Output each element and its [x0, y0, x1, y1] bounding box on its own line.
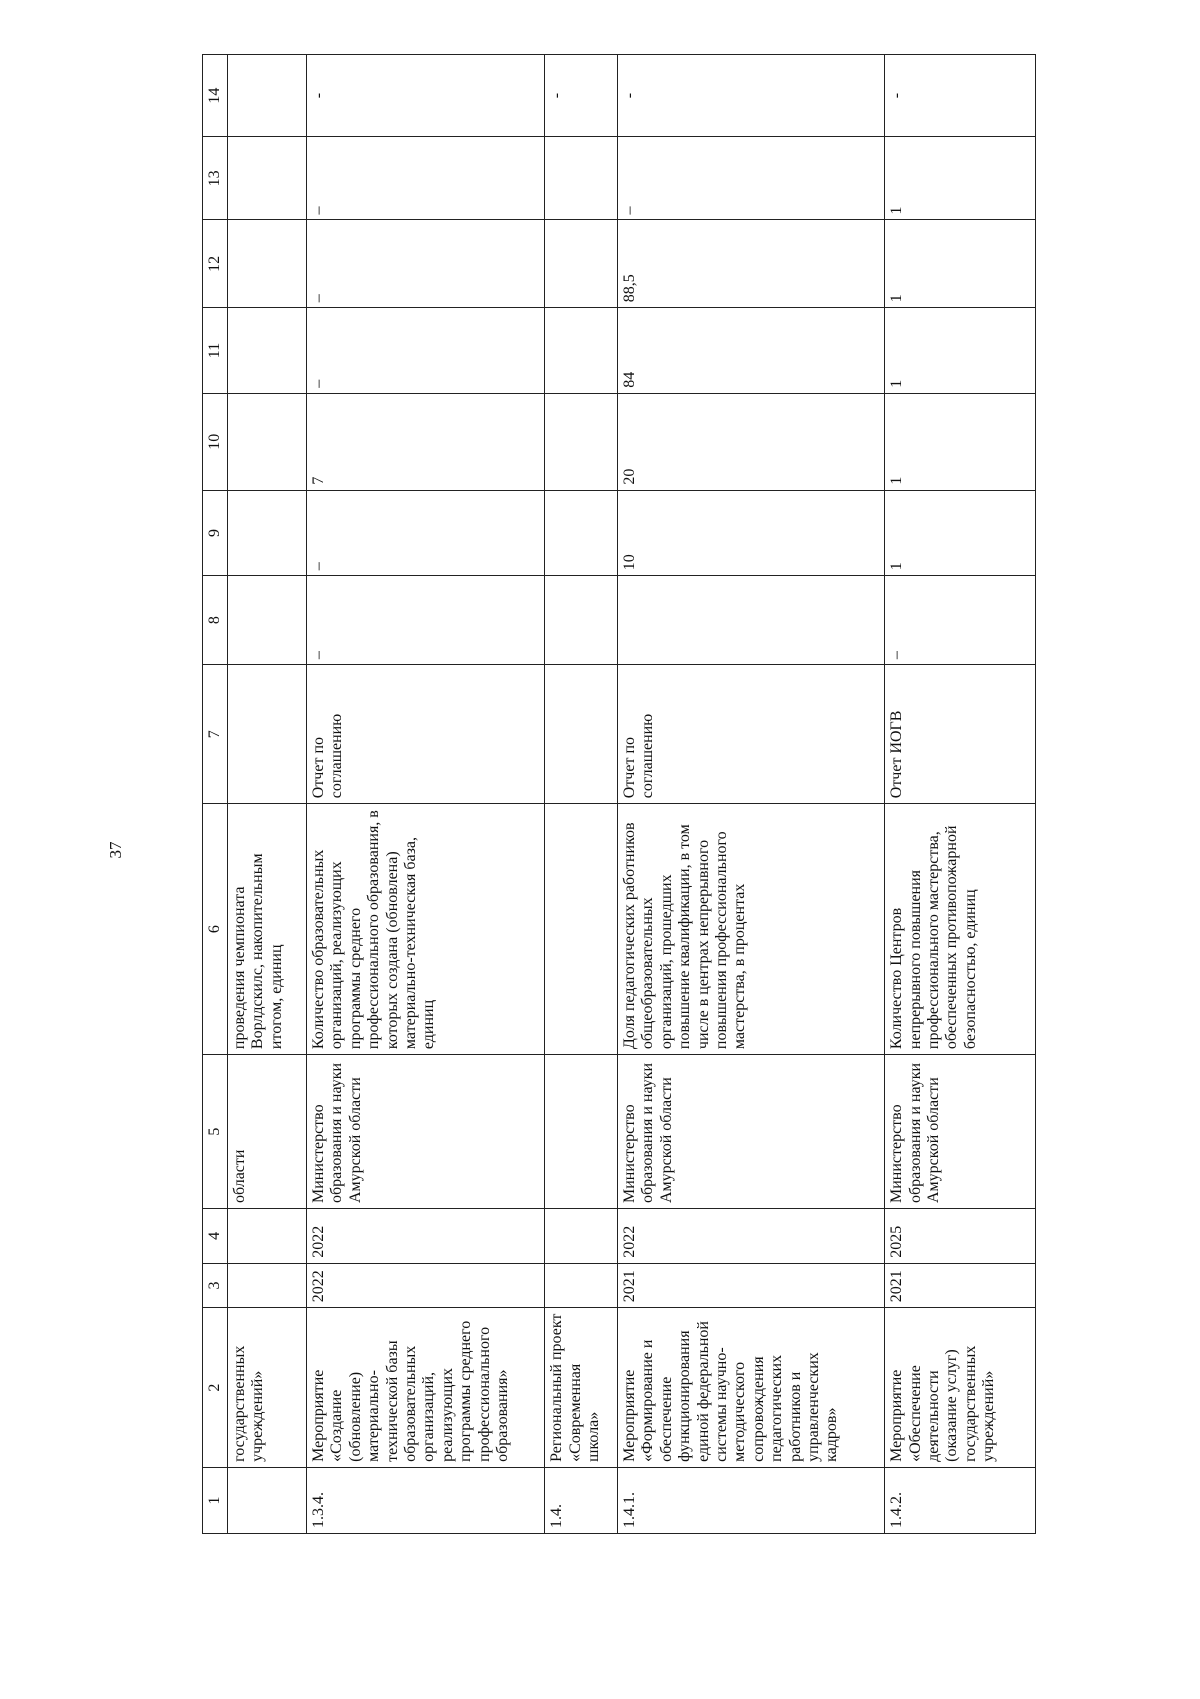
cell-event: Мероприятие «Обеспечение деятельности (оказание услуг) государственных учреждений»	[885, 1308, 1036, 1468]
table-row	[228, 55, 307, 1534]
column-header: 1	[203, 1467, 228, 1533]
cell-value	[228, 220, 307, 308]
cell-number: 1.4.	[545, 1467, 618, 1533]
cell-start-year: 2021	[618, 1263, 885, 1307]
cell-indicator: проведения чемпионата Ворлдскилс, накопительным итогом, единиц	[228, 804, 307, 1055]
column-header: 3	[203, 1263, 228, 1307]
cell-value	[228, 393, 307, 490]
cell-value	[618, 576, 885, 665]
rotated-table-container	[202, 54, 1036, 1534]
column-header: 12	[203, 220, 228, 308]
cell-value	[228, 55, 307, 137]
column-header: 4	[203, 1209, 228, 1264]
cell-end-year: 2025	[885, 1209, 1036, 1264]
cell-value	[545, 137, 618, 220]
column-header: 5	[203, 1055, 228, 1209]
cell-value: 1	[885, 220, 1036, 308]
column-header: 13	[203, 137, 228, 220]
cell-value: 7	[307, 393, 545, 490]
cell-value: 1	[885, 490, 1036, 576]
cell-value: -	[545, 55, 618, 137]
cell-value: –	[885, 576, 1036, 665]
cell-value: –	[307, 308, 545, 394]
cell-source	[545, 665, 618, 804]
cell-value: 20	[618, 393, 885, 490]
page-number: 37	[106, 841, 125, 859]
cell-value: 88,5	[618, 220, 885, 308]
cell-value: –	[307, 490, 545, 576]
cell-number: 1.3.4.	[307, 1467, 545, 1533]
cell-value: 84	[618, 308, 885, 394]
cell-indicator: Количество Центров непрерывного повышения профессионального мастерства, обеспеченных противопожарной безопасностью, единиц	[885, 804, 1036, 1055]
cell-value: 1	[885, 308, 1036, 394]
cell-number: 1.4.2.	[885, 1467, 1036, 1533]
data-table	[202, 54, 1036, 1534]
cell-value	[228, 137, 307, 220]
cell-value	[545, 490, 618, 576]
cell-event: государственных учреждений»	[228, 1308, 307, 1468]
column-header: 6	[203, 804, 228, 1055]
table-row	[885, 55, 1036, 1534]
column-header: 11	[203, 308, 228, 394]
table-row	[307, 55, 545, 1534]
cell-end-year: 2022	[307, 1209, 545, 1264]
cell-value: –	[618, 137, 885, 220]
cell-indicator: Доля педагогических работников общеобразовательных организаций, прошедших повышение квалификации, в том числе в центрах непрерывного повышения профессионального мастерства, в процентах	[618, 804, 885, 1055]
cell-event: Мероприятие «Создание (обновление) материально-технической базы образовательных организаций, реализующих программы среднего профессионального образования»	[307, 1308, 545, 1468]
cell-executor: Министерство образования и науки Амурской области	[618, 1055, 885, 1209]
cell-value	[545, 220, 618, 308]
cell-value: –	[307, 576, 545, 665]
cell-value	[228, 576, 307, 665]
cell-executor: Министерство образования и науки Амурской области	[885, 1055, 1036, 1209]
cell-indicator	[545, 804, 618, 1055]
header-row	[203, 55, 228, 1534]
cell-value: -	[885, 55, 1036, 137]
cell-number: 1.4.1.	[618, 1467, 885, 1533]
table-row	[545, 55, 618, 1534]
cell-value	[228, 308, 307, 394]
cell-executor	[545, 1055, 618, 1209]
cell-executor: Министерство образования и науки Амурской области	[307, 1055, 545, 1209]
cell-value	[545, 393, 618, 490]
column-header: 14	[203, 55, 228, 137]
cell-value	[545, 576, 618, 665]
column-header: 8	[203, 576, 228, 665]
column-header: 10	[203, 393, 228, 490]
table-row	[618, 55, 885, 1534]
cell-source: Отчет ИОГВ	[885, 665, 1036, 804]
cell-value: –	[307, 220, 545, 308]
cell-value: -	[618, 55, 885, 137]
cell-source	[228, 665, 307, 804]
cell-start-year: 2022	[307, 1263, 545, 1307]
cell-number	[228, 1467, 307, 1533]
cell-event: Региональный проект «Современная школа»	[545, 1308, 618, 1468]
column-header: 2	[203, 1308, 228, 1468]
cell-end-year	[545, 1209, 618, 1264]
cell-value: 1	[885, 137, 1036, 220]
column-header: 7	[203, 665, 228, 804]
cell-event: Мероприятие «Формирование и обеспечение функционирования единой федеральной системы научно-методического сопровождения педагогических работников и управленческих кадров»	[618, 1308, 885, 1468]
cell-executor: области	[228, 1055, 307, 1209]
cell-indicator: Количество образовательных организаций, реализующих программы среднего профессионального образования, в которых создана (обновлена) материально-техническая база, единиц	[307, 804, 545, 1055]
cell-end-year: 2022	[618, 1209, 885, 1264]
cell-value	[545, 308, 618, 394]
cell-source: Отчет по соглашению	[307, 665, 545, 804]
cell-value: 1	[885, 393, 1036, 490]
cell-end-year	[228, 1209, 307, 1264]
cell-value: 10	[618, 490, 885, 576]
cell-value: -	[307, 55, 545, 137]
cell-value	[228, 490, 307, 576]
column-header: 9	[203, 490, 228, 576]
cell-start-year	[228, 1263, 307, 1307]
cell-value: –	[307, 137, 545, 220]
cell-start-year	[545, 1263, 618, 1307]
cell-source: Отчет по соглашению	[618, 665, 885, 804]
cell-start-year: 2021	[885, 1263, 1036, 1307]
